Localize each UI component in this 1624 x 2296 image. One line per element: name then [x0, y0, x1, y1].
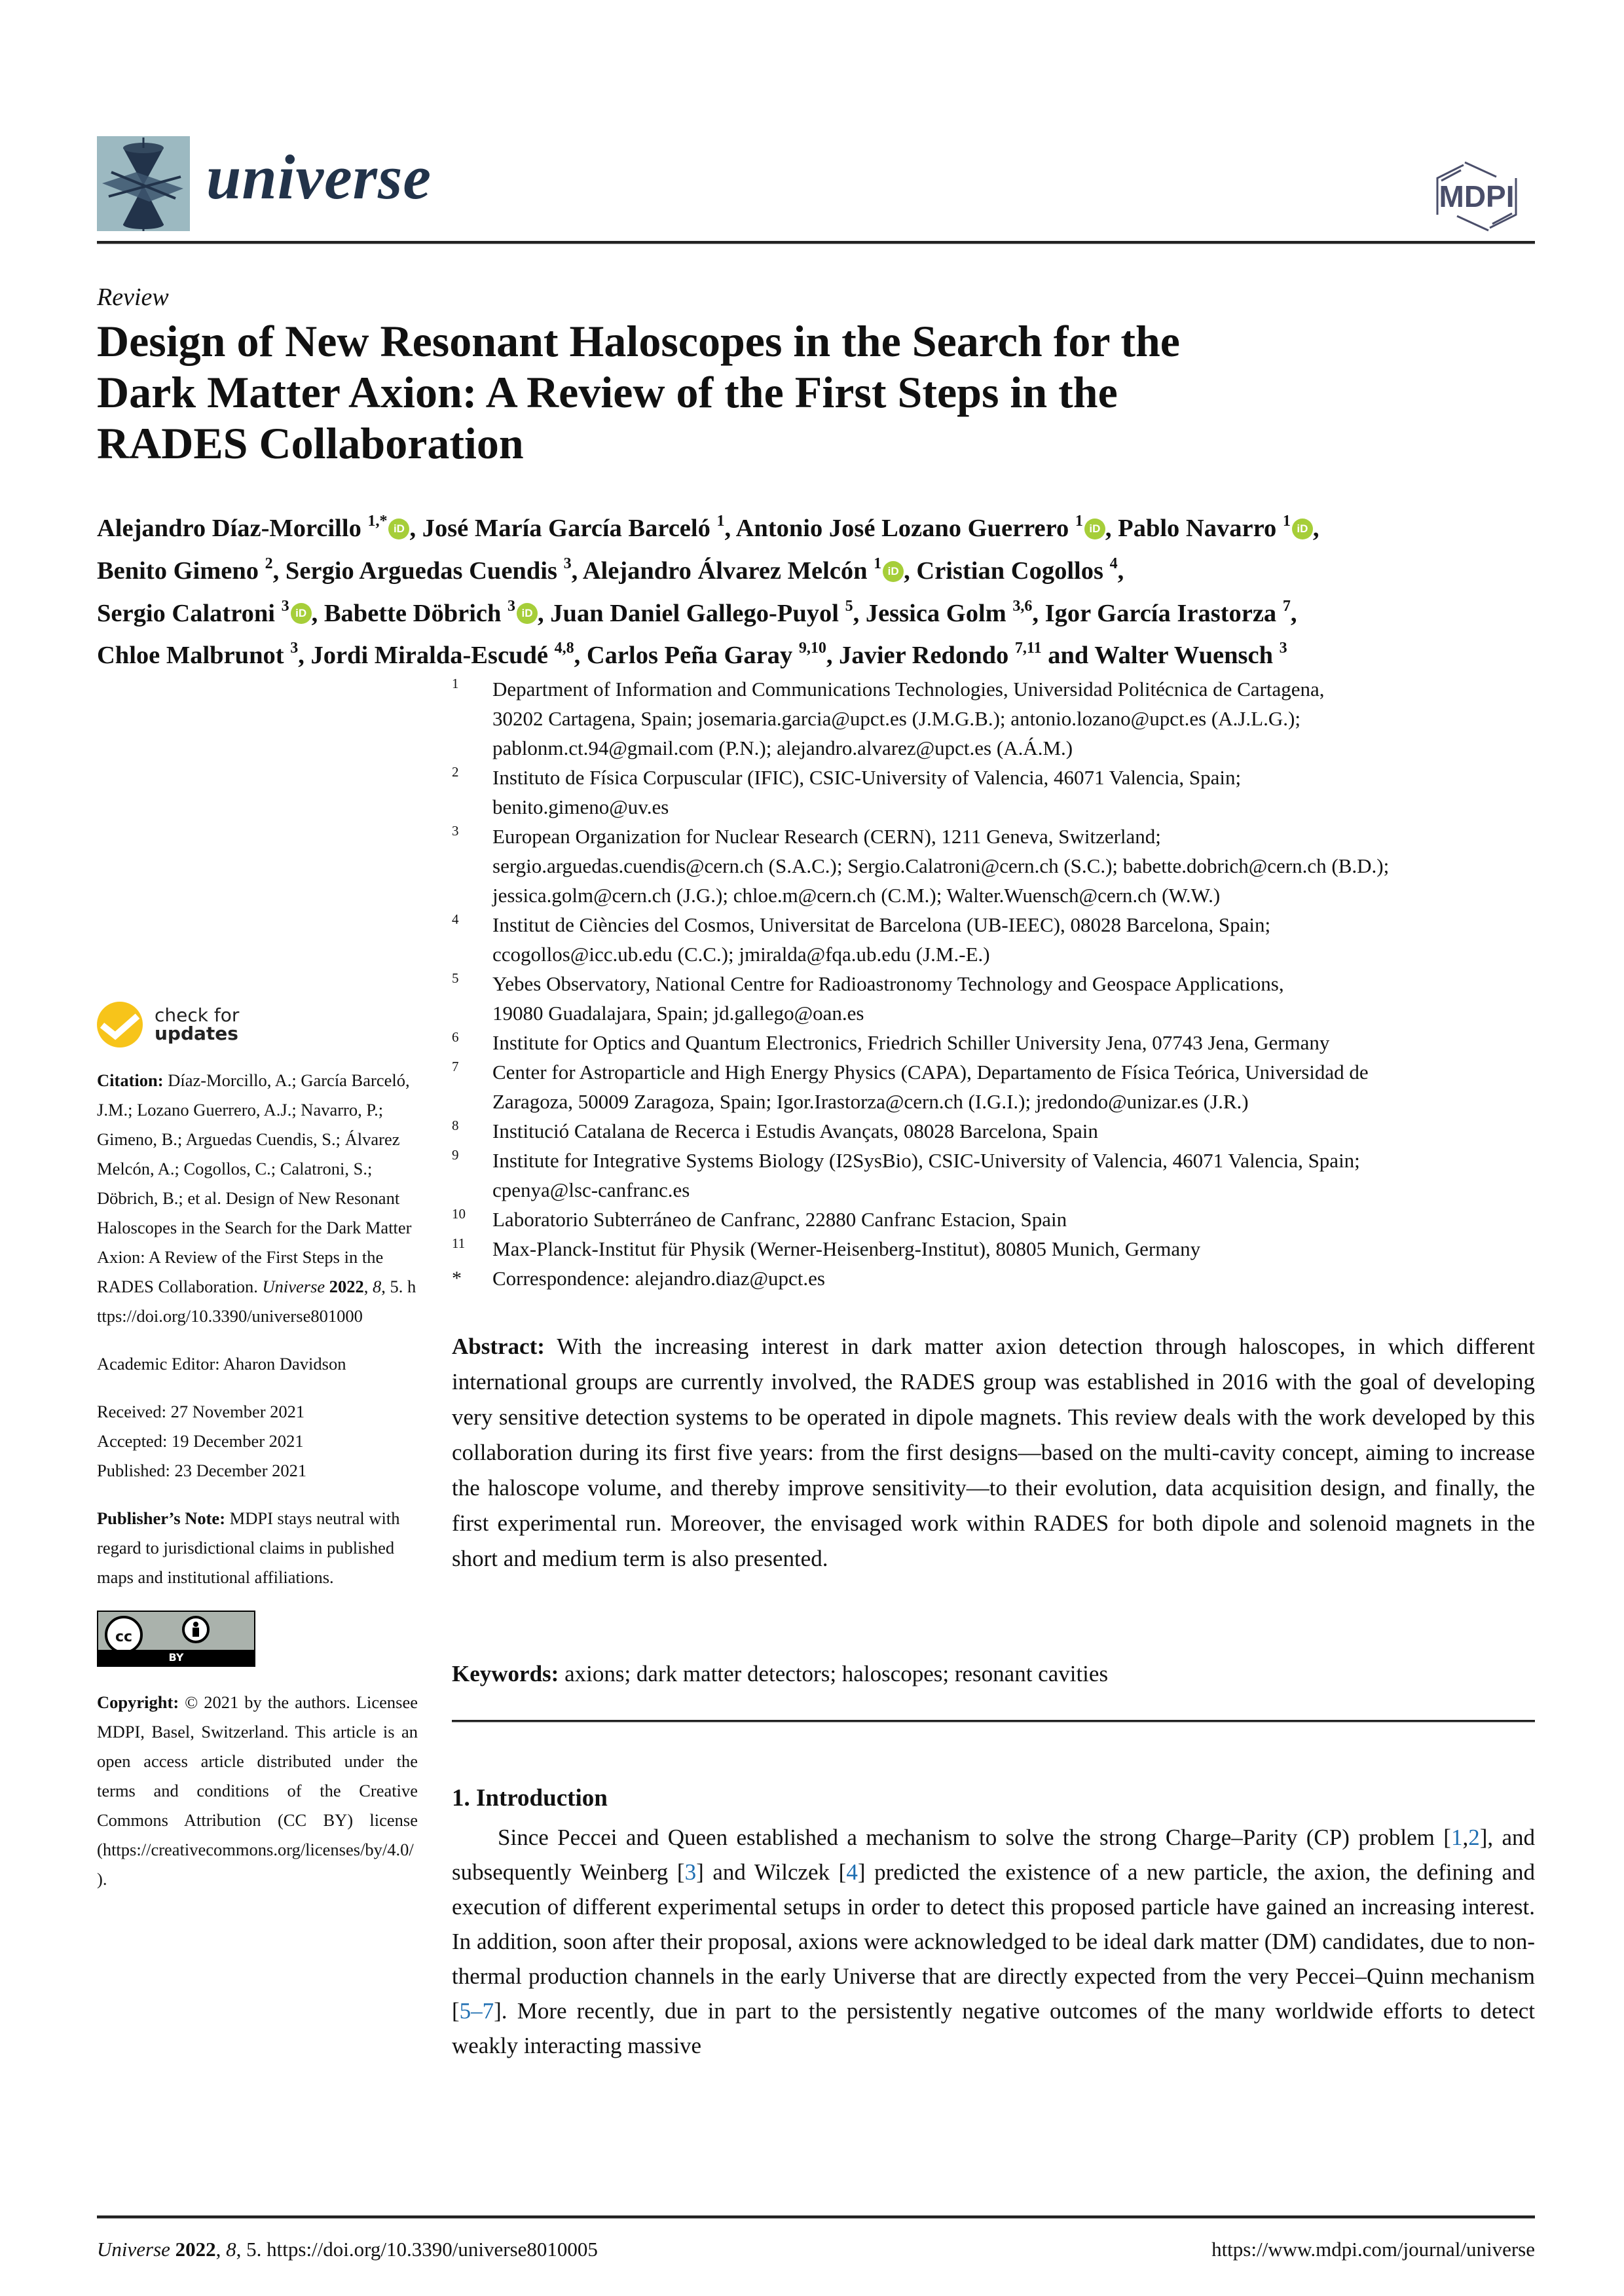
footer-divider — [97, 2215, 1535, 2219]
affiliation-line: jessica.golm@cern.ch (J.G.); chloe.m@cern.ch (C.M.); Walter.Wuensch@cern.ch (W.W.) — [492, 884, 1221, 907]
reference-link[interactable]: 2 — [1468, 1825, 1480, 1850]
affiliation-line: Institute for Integrative Systems Biology (I2SysBio), CSIC-University of Valencia, 46071 Valencia, Spain; — [492, 1149, 1360, 1172]
author-name: Igor García Irastorza — [1044, 599, 1283, 627]
affiliation-number: 10 — [452, 1206, 466, 1222]
affiliation-item — [452, 1116, 1539, 1146]
accepted-date: Accepted: 19 December 2021 — [97, 1431, 304, 1451]
affiliation-item — [452, 1205, 1539, 1234]
copyright-label: Copyright: — [97, 1692, 179, 1712]
orcid-icon[interactable]: iD — [291, 603, 312, 624]
author-name: Javier Redondo — [839, 642, 1015, 670]
footer-year: 2022 — [175, 2238, 216, 2261]
copyright — [97, 1688, 418, 1894]
affiliation-item — [452, 1057, 1539, 1116]
journal-url-link[interactable]: https://www.mdpi.com/journal/universe — [1211, 2238, 1535, 2261]
footer-doi-link[interactable]: , 5. https://doi.org/10.3390/universe8010005 — [236, 2238, 598, 2261]
abstract-label: Abstract: — [452, 1334, 545, 1359]
author-line: Benito Gimeno $^2$, Sergio Arguedas Cuendis $^3$, Alejandro Álvarez Melcón $^1$ iD , Cristian Cogollos $^4$, — [97, 555, 1124, 585]
author-line: Chloe Malbrunot $^3$, Jordi Miralda-Escudé $^{4,8}$, Carlos Peña Garay $^{9,10}$, Javier Redondo $^{7,11}$ and Walter Wuensch $^3$ — [97, 640, 1287, 670]
orcid-icon[interactable]: iD — [1292, 519, 1313, 539]
author-name: Sergio Calatroni — [97, 599, 282, 627]
received-date: Received: 27 November 2021 — [97, 1402, 305, 1421]
affiliation-number: 9 — [452, 1147, 459, 1163]
affiliation-number: 4 — [452, 911, 459, 927]
author-name: Carlos Peña Garay — [586, 642, 799, 670]
author-affiliation-marker: 3 — [290, 640, 299, 657]
abstract-text: With the increasing interest in dark matter axion detection through haloscopes, in which different international groups are currently involved, the RADES group was established in 2016 with the goal of developing very sensitive detection systems to be operated in dipole magnets. This review deals with the work developed by this collaboration during its first five years: from the first designs—based on the multi-cavity concept, aiming to increase the haloscope volume, and thereby improve sensitivity—to their evolution, data acquisition design, and finally, the first experimental run. Moreover, the envisaged work within RADES for both dipole and solenoid magnets in the short and medium term is also presented. — [452, 1334, 1535, 1571]
affiliation-line: European Organization for Nuclear Research (CERN), 1211 Geneva, Switzerland; — [492, 825, 1161, 848]
journal-logo-icon — [97, 136, 190, 231]
affiliation-item — [452, 1146, 1539, 1205]
keywords — [452, 1656, 1535, 1692]
author-affiliation-marker: 3 — [507, 597, 516, 615]
affiliation-number: 5 — [452, 970, 459, 986]
affiliation-item — [452, 674, 1539, 763]
header-divider — [97, 241, 1535, 244]
keywords-text: axions; dark matter detectors; haloscopes; resonant cavities — [564, 1661, 1109, 1686]
citation-doi-link[interactable]: https://doi.org/10.3390/universe801000 — [97, 1277, 416, 1326]
citation-journal: Universe — [262, 1277, 325, 1296]
reference-link[interactable]: 3 — [684, 1859, 697, 1885]
affiliation-line: 19080 Guadalajara, Spain; jd.gallego@oan.es — [492, 1002, 864, 1025]
affiliation-line: Institut de Ciències del Cosmos, Universitat de Barcelona (UB-IEEC), 08028 Barcelona, Spain; — [492, 913, 1271, 936]
publication-dates — [97, 1397, 418, 1485]
affiliation-item — [452, 969, 1539, 1028]
author-affiliation-marker: 3 — [281, 597, 289, 615]
check-updates-text-bold: updates — [155, 1023, 238, 1044]
affiliation-number: * — [452, 1267, 462, 1289]
author-affiliation-marker: 2 — [265, 555, 273, 572]
author-name: Jessica Golm — [865, 599, 1013, 627]
affiliation-number: 7 — [452, 1059, 459, 1074]
section-divider — [452, 1720, 1535, 1722]
affiliation-line: Instituto de Física Corpuscular (IFIC), CSIC-University of Valencia, 46071 Valencia, Spain; — [492, 766, 1242, 789]
article-sidebar — [97, 995, 418, 1912]
cc-by-label: BY — [98, 1650, 254, 1666]
check-updates-text: check for — [155, 1004, 240, 1026]
author-name: Benito Gimeno — [97, 556, 265, 585]
keywords-label: Keywords: — [452, 1661, 559, 1686]
title-line: Dark Matter Axion: A Review of the First Steps in the — [97, 367, 1118, 417]
author-affiliation-marker: 3,6 — [1012, 597, 1033, 615]
orcid-icon[interactable]: iD — [517, 603, 538, 624]
footer-volume: 8 — [226, 2238, 236, 2261]
affiliations-list — [452, 674, 1539, 1293]
affiliation-item — [452, 1264, 1539, 1293]
academic-editor: Academic Editor: Aharon Davidson — [97, 1354, 346, 1374]
author-name: Juan Daniel Gallego-Puyol — [550, 599, 845, 627]
affiliation-item — [452, 910, 1539, 969]
author-name: Jordi Miralda-Escudé — [310, 642, 555, 670]
author-line: Sergio Calatroni $^3$ iD , Babette Döbrich $^3$ iD , Juan Daniel Gallego-Puyol $^5$, Jessica Golm $^{3,6}$, Igor García Irastorza $^7$, — [97, 597, 1297, 627]
article-type: Review — [97, 283, 169, 311]
author-affiliation-marker: 5 — [845, 597, 853, 615]
published-date: Published: 23 December 2021 — [97, 1461, 307, 1480]
author-name: Antonio José Lozano Guerrero — [735, 514, 1075, 542]
affiliation-line: cpenya@lsc-canfranc.es — [492, 1178, 690, 1201]
author-name: Babette Döbrich — [323, 599, 508, 627]
citation: Citation: Díaz-Morcillo, A.; García Barceló, J.M.; Lozano Guerrero, A.J.; Navarro, P.; Gimeno, B.; Arguedas Cuendis, S.; Álvarez Melcón, A.; Cogollos, C.; Calatroni, S.; Döbrich, B.; et al. Design of New Resonant Haloscopes in the Search for the Dark Matter Axion: A Review of the First Steps in the RADES Collaboration. Universe 2022, 8, 5. https://doi.org/10.3390/universe801000 — [97, 1070, 416, 1326]
reference-link[interactable]: 5–7 — [459, 1998, 494, 2024]
title-line: Design of New Resonant Haloscopes in the Search for the — [97, 316, 1180, 366]
author-line: Alejandro Díaz-Morcillo $^{1,*}$ iD , José María García Barceló $^1$, Antonio José Lozano Guerrero $^1$ iD , Pablo Navarro $^1$ iD , — [97, 513, 1320, 542]
author-affiliation-marker: 7,11 — [1014, 640, 1042, 657]
svg-text:MDPI: MDPI — [1439, 179, 1515, 213]
paragraph-text: , — [1462, 1825, 1469, 1850]
author-name: Cristian Cogollos — [916, 556, 1110, 585]
author-affiliation-marker: 3 — [563, 555, 572, 572]
reference-link[interactable]: 1 — [1450, 1825, 1463, 1850]
affiliation-line: pablonm.ct.94@gmail.com (P.N.); alejandro.alvarez@upct.es (A.Á.M.) — [492, 737, 1073, 759]
affiliation-item — [452, 763, 1539, 822]
affiliation-line: Max-Planck-Institut für Physik (Werner-Heisenberg-Institut), 80805 Munich, Germany — [492, 1237, 1201, 1260]
author-affiliation-marker: 7 — [1282, 597, 1291, 615]
creative-commons-icon: cc — [105, 1616, 143, 1654]
affiliation-number: 1 — [452, 676, 459, 691]
author-name: Alejandro Álvarez Melcón — [582, 556, 874, 585]
paragraph-text: ], and subsequently Weinberg [ — [452, 1825, 1535, 1885]
author-name: Sergio Arguedas Cuendis — [285, 556, 564, 585]
footer-journal: Universe — [97, 2238, 170, 2261]
publishers-note — [97, 1504, 418, 1592]
affiliation-line: Zaragoza, 50009 Zaragoza, Spain; Igor.Irastorza@cern.ch (I.G.I.); jredondo@unizar.es (J.R.) — [492, 1090, 1249, 1113]
affiliation-line: ccogollos@icc.ub.edu (C.C.); jmiralda@fqa.ub.edu (J.M.-E.) — [492, 943, 990, 966]
orcid-icon[interactable]: iD — [1084, 519, 1105, 539]
affiliation-number: 11 — [452, 1235, 466, 1251]
author-name: Pablo Navarro — [1118, 514, 1283, 542]
author-name: Alejandro Díaz-Morcillo — [97, 514, 368, 542]
paragraph-text: Since Peccei and Queen established a mechanism to solve the strong Charge–Parity (CP) problem [ — [498, 1825, 1451, 1850]
author-name: Chloe Malbrunot — [97, 642, 291, 670]
affiliation-line: Institució Catalana de Recerca i Estudis Avançats, 08028 Barcelona, Spain — [492, 1120, 1098, 1142]
citation-text: Díaz-Morcillo, A.; García Barceló, J.M.; Lozano Guerrero, A.J.; Navarro, P.; Gimeno, B.; Arguedas Cuendis, S.; Álvarez Melcón, A.; Cogollos, C.; Calatroni, S.; Döbrich, B.; et al. Design of New Resonant Haloscopes in the Search for the Dark Matter Axion: A Review of the First Steps in the RADES Collaboration. — [97, 1070, 412, 1296]
reference-link[interactable]: 4 — [846, 1859, 858, 1885]
citation-year: 2022 — [329, 1277, 364, 1296]
publishers-note-label: Publisher’s Note: — [97, 1508, 226, 1528]
author-affiliation-marker: 1 — [1282, 513, 1291, 530]
affiliation-item — [452, 1234, 1539, 1264]
publishers-note-text: MDPI stays neutral with regard to jurisdictional claims in published maps and institutional affiliations. — [97, 1508, 400, 1587]
introduction-paragraph — [452, 1820, 1535, 2063]
orcid-icon[interactable]: iD — [883, 561, 904, 582]
journal-name: universe — [206, 142, 432, 212]
affiliation-line: sergio.arguedas.cuendis@cern.ch (S.A.C.); Sergio.Calatroni@cern.ch (S.C.); babette.dobrich@cern.ch (B.D.); — [492, 854, 1390, 877]
author-affiliation-marker: 1 — [1075, 513, 1083, 530]
title-line: RADES Collaboration — [97, 418, 524, 468]
author-affiliation-marker: 9,10 — [798, 640, 826, 657]
abstract — [452, 1329, 1535, 1576]
affiliation-line: Correspondence: alejandro.diaz@upct.es — [492, 1267, 825, 1290]
affiliation-number: 8 — [452, 1118, 459, 1133]
paragraph-text: ] predicted the existence of a new particle, the axion, the defining and execution of different experimental setups in order to detect this proposed particle have gained an increasing interest. In addition, soon after their proposal, axions were acknowledged to be ideal dark matter (DM) candidates, due to non-thermal production channels in the early Universe that are directly expected from the very Peccei–Quinn mechanism [ — [452, 1859, 1535, 2024]
check-for-updates-button[interactable] — [97, 995, 418, 1054]
affiliation-line: Department of Information and Communications Technologies, Universidad Politécnica de Cartagena, — [492, 678, 1325, 701]
citation-article: 5. — [390, 1277, 403, 1296]
affiliation-item — [452, 822, 1539, 910]
affiliation-number: 3 — [452, 823, 459, 839]
author-list — [97, 504, 1538, 674]
paragraph-text: ] and Wilczek [ — [696, 1859, 847, 1885]
author-affiliation-marker: 4,8 — [554, 640, 574, 657]
author-name: Walter Wuensch — [1094, 642, 1280, 670]
checkmark-icon — [97, 1002, 143, 1048]
affiliation-line: Center for Astroparticle and High Energy Physics (CAPA), Departamento de Física Teórica, Universidad de — [492, 1061, 1369, 1084]
section-heading: 1. Introduction — [452, 1785, 608, 1812]
affiliation-line: Laboratorio Subterráneo de Canfranc, 22880 Canfranc Estacion, Spain — [492, 1208, 1067, 1231]
author-affiliation-marker: 1 — [716, 513, 725, 530]
affiliation-line: Institute for Optics and Quantum Electronics, Friedrich Schiller University Jena, 07743 Jena, Germany — [492, 1031, 1330, 1054]
article-title — [97, 316, 1472, 469]
attribution-person-icon — [182, 1616, 210, 1643]
affiliation-line: 30202 Cartagena, Spain; josemaria.garcia@upct.es (J.M.G.B.); antonio.lozano@upct.es (A.J.L.G.); — [492, 707, 1301, 730]
mdpi-logo-icon — [1411, 151, 1542, 236]
author-affiliation-marker: 3 — [1279, 640, 1287, 657]
footer-citation: Universe 2022, 8, 5. https://doi.org/10.3390/universe8010005 — [97, 2238, 598, 2261]
affiliation-number: 2 — [452, 764, 459, 780]
author-affiliation-marker: 1,* — [367, 513, 388, 530]
paragraph-text: ]. More recently, due in part to the persistently negative outcomes of the many worldwide efforts to detect weakly interacting massive — [452, 1998, 1535, 2058]
affiliation-item — [452, 1028, 1539, 1057]
citation-volume: 8 — [373, 1277, 382, 1296]
author-affiliation-marker: 1 — [874, 555, 882, 572]
citation-label: Citation: — [97, 1070, 164, 1090]
author-name: José María García Barceló — [422, 514, 717, 542]
author-affiliation-marker: 4 — [1109, 555, 1118, 572]
orcid-icon[interactable]: iD — [388, 519, 409, 539]
affiliation-number: 6 — [452, 1029, 459, 1045]
cc-by-license-badge[interactable] — [97, 1611, 255, 1667]
affiliation-line: benito.gimeno@uv.es — [492, 795, 669, 818]
copyright-text: © 2021 by the authors. Licensee MDPI, Basel, Switzerland. This article is an open access article distributed under the terms and conditions of the Creative Commons Attribution (CC BY) license (https://creativecommons.org/licenses/by/4.0/). — [97, 1692, 418, 1889]
affiliation-line: Yebes Observatory, National Centre for Radioastronomy Technology and Geospace Applications, — [492, 972, 1284, 995]
